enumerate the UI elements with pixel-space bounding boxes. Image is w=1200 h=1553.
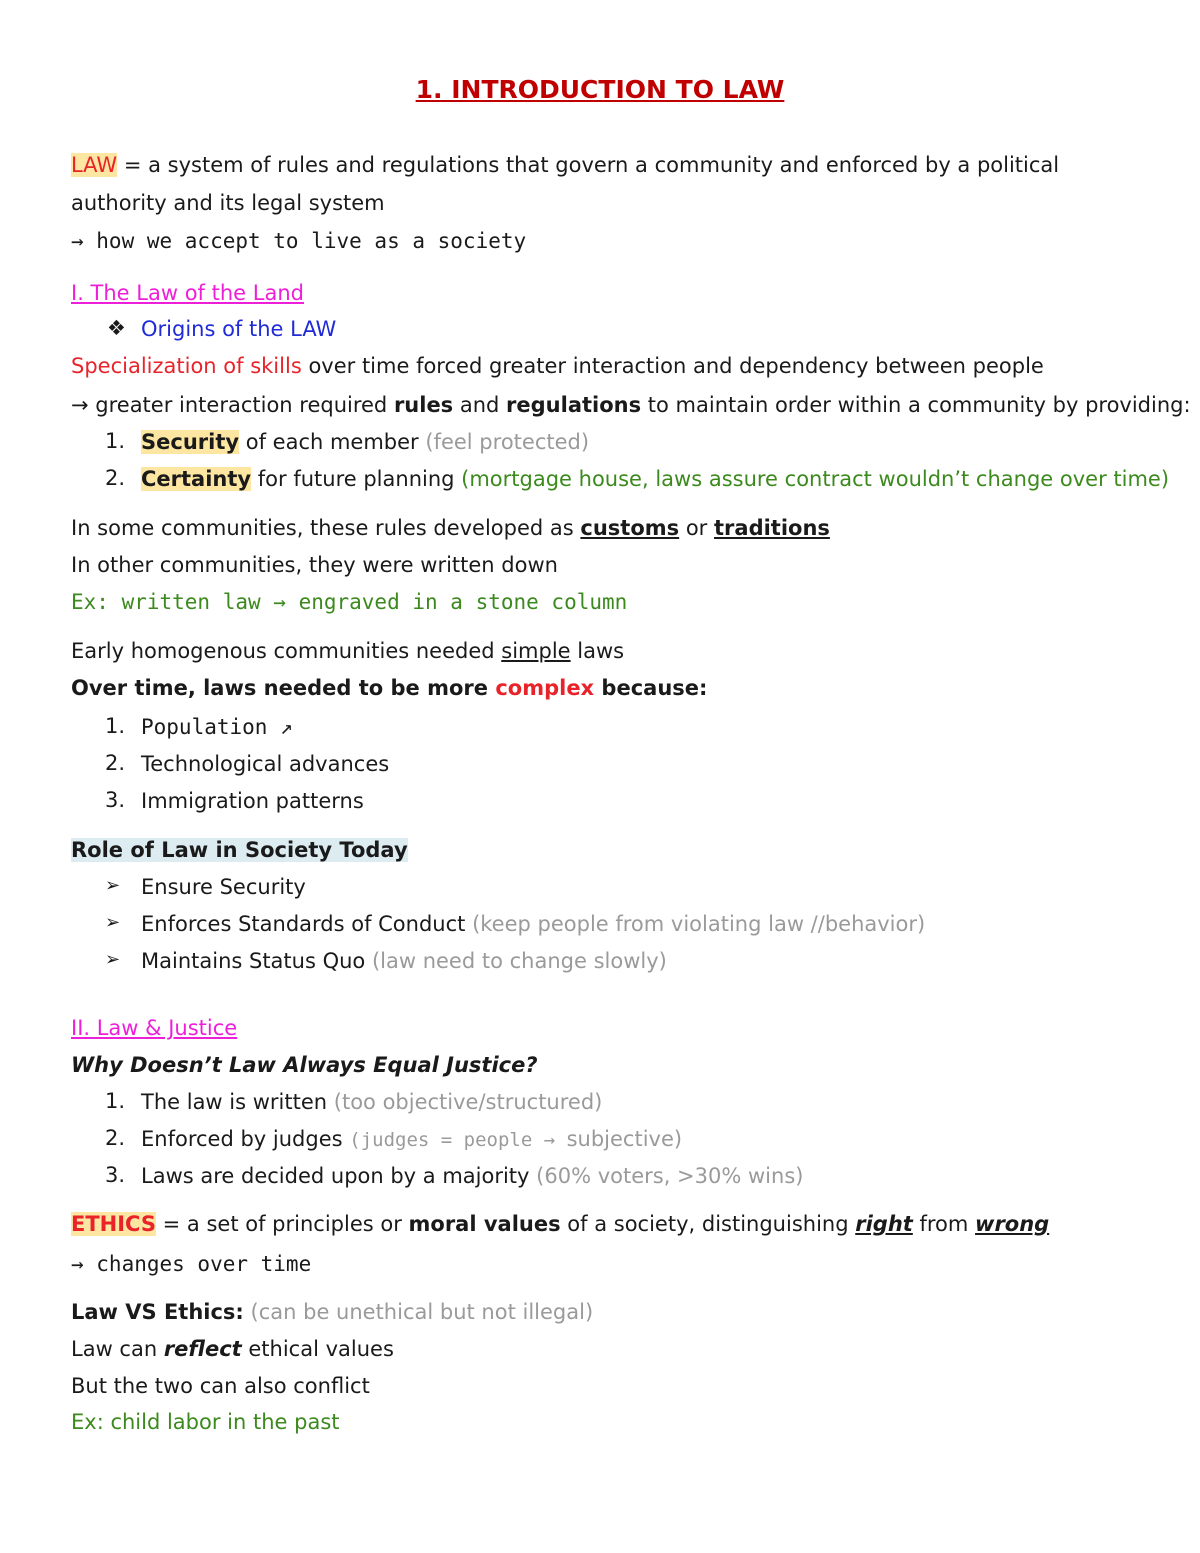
justice-reason [141,1126,682,1153]
complex-line [71,675,707,701]
complex-suffix: because: [594,676,708,700]
specialization-term: Specialization of skills [71,354,302,378]
law-note: → how we accept to live as a society [71,229,527,253]
list-number: 1. [105,1089,126,1113]
ethics-text: = a set of principles or [155,1212,409,1236]
role-note: (keep people from violating law //behavior) [472,912,926,936]
arrow-bullet-icon: ➢ [105,949,121,970]
justice-question: Why Doesn’t Law Always Equal Justice? [71,1053,538,1077]
interaction-prefix: → greater interaction required [71,393,394,417]
role-text: Enforces Standards of Conduct [141,912,473,936]
security-term: Security [141,430,240,454]
role-text: Ensure Security [141,875,306,899]
role-heading [71,837,408,863]
page-title: 1. INTRODUCTION TO LAW [415,75,785,104]
written-line: In other communities, they were written down [71,553,558,577]
role-text: Maintains Status Quo [141,949,372,973]
role-item [141,911,925,937]
section-2-heading: II. Law & Justice [71,1016,238,1040]
simple-line [71,638,624,664]
right-term: right [855,1212,913,1236]
reflect-line [71,1336,394,1362]
moral-values-term: moral values [408,1212,561,1236]
complex-term: complex [495,676,595,700]
list-number: 3. [105,1163,126,1187]
justice-reason-note: subjective) [566,1127,683,1151]
law-vs-ethics [71,1299,593,1325]
justice-reason-text: Laws are decided upon by a majority [141,1164,537,1188]
reason-immigration: Immigration patterns [141,789,364,813]
certainty-note: (mortgage house, laws assure contract wouldn’t change over time) [461,467,1170,491]
diamond-bullet-icon: ❖ [107,316,126,340]
wrong-term: wrong [975,1212,1050,1236]
role-note: (law need to change slowly) [371,949,667,973]
reflect-suffix: ethical values [241,1337,394,1361]
reflect-prefix: Law can [71,1337,164,1361]
justice-reason-note: (too objective/structured) [333,1090,603,1114]
law-term: LAW [71,153,118,177]
simple-prefix: Early homogenous communities needed [71,639,502,663]
ethics-note: → changes over time [71,1252,312,1276]
ex-written-law: Ex: written law → engraved in a stone column [71,590,628,614]
law-definition [71,152,1059,178]
justice-reason-note: (60% voters, >30% wins) [536,1164,804,1188]
specialization-line [71,353,1044,379]
interaction-suffix: to maintain order within a community by providing: [641,393,1191,417]
customs-or: or [679,516,714,540]
traditions-term: traditions [714,516,830,540]
justice-reason [141,1089,602,1115]
interaction-and: and [453,393,507,417]
law-definition-text: = a system of rules and regulations that govern a community and enforced by a political [117,153,1060,177]
section-1-heading: I. The Law of the Land [71,281,304,305]
conflict-line: But the two can also conflict [71,1374,370,1398]
law-vs-ethics-label: Law VS Ethics: [71,1300,244,1324]
rules-term: rules [393,393,454,417]
law-vs-ethics-note: (can be unethical but not illegal) [243,1300,594,1324]
certainty-term: Certainty [141,467,252,491]
role-item [141,874,306,900]
arrow-bullet-icon: ➢ [105,875,121,896]
justice-reason-mono: (judges = people → [349,1129,567,1151]
law-definition-cont: authority and its legal system [71,191,385,215]
security-text: of each member [239,430,426,454]
ethics-definition [71,1211,1049,1237]
role-item [141,948,667,974]
customs-term: customs [580,516,680,540]
role-heading-text: Role of Law in Society Today [71,838,408,862]
customs-prefix: In some communities, these rules developed as [71,516,581,540]
arrow-bullet-icon: ➢ [105,912,121,933]
reason-technology: Technological advances [141,752,390,776]
justice-reason-text: Enforced by judges [141,1127,350,1151]
justice-reason-text: The law is written [141,1090,334,1114]
certainty-text: for future planning [251,467,462,491]
reason-population: Population ↗ [141,715,293,739]
ethics-text: from [912,1212,976,1236]
security-note: (feel protected) [425,430,590,454]
reflect-term: reflect [163,1337,242,1361]
list-number: 2. [105,1126,126,1150]
interaction-line [71,392,1191,418]
regulations-term: regulations [506,393,642,417]
complex-prefix: Over time, laws needed to be more [71,676,496,700]
list-number: 1. [105,429,126,453]
ethics-text: of a society, distinguishing [560,1212,856,1236]
list-number: 2. [105,751,126,775]
list-number: 2. [105,466,126,490]
simple-term: simple [501,639,571,663]
ex-child-labor: Ex: child labor in the past [71,1410,340,1434]
simple-suffix: laws [570,639,625,663]
origins-heading: Origins of the LAW [141,317,337,341]
list-item-security [141,429,589,455]
list-number: 1. [105,714,126,738]
list-number: 3. [105,788,126,812]
customs-line [71,515,830,541]
list-item-certainty [141,466,1169,492]
justice-reason [141,1163,803,1189]
ethics-term: ETHICS [71,1212,156,1236]
specialization-text: over time forced greater interaction and dependency between people [301,354,1044,378]
